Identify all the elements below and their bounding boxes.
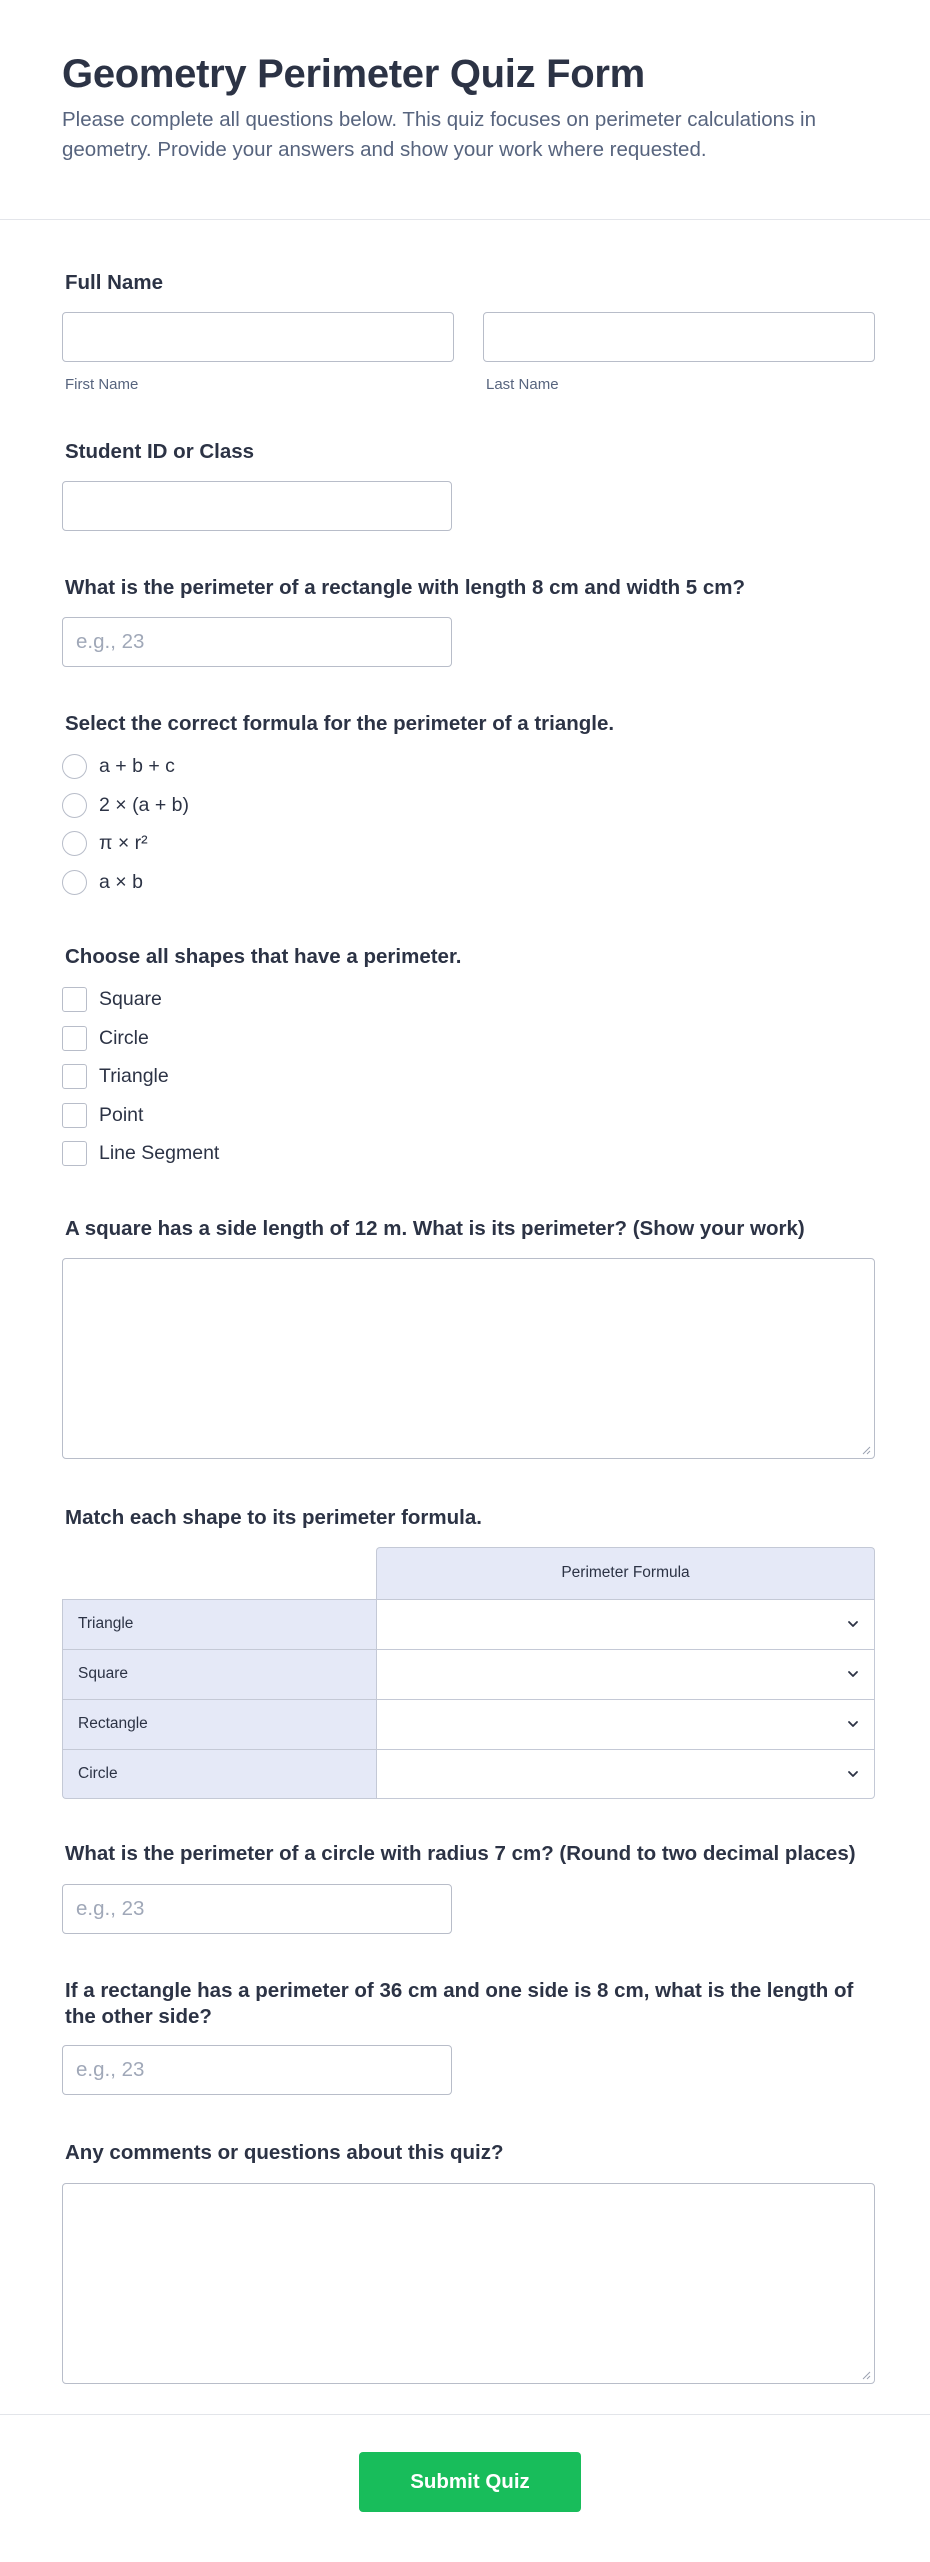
matrix-dropdown[interactable] [376,1649,875,1699]
matrix-row [62,1699,875,1749]
matrix-row [62,1649,875,1699]
submit-button[interactable]: Submit Quiz [359,2452,581,2512]
matrix-row-label: Triangle [78,1615,134,1632]
other-side-input[interactable] [62,2045,452,2095]
student-id-input[interactable] [62,481,452,531]
circle-perimeter-input[interactable] [62,1884,452,1934]
student-id-label: Student ID or Class [65,440,255,463]
checkbox-option-label: Square [99,988,162,1010]
circle-perimeter-placeholder: e.g., 23 [76,1897,145,1920]
matrix-row [62,1599,875,1649]
checkbox-option-label: Triangle [99,1065,169,1087]
triangle-formula-label: Select the correct formula for the perimeter of a triangle. [65,712,615,735]
comments-label: Any comments or questions about this quiz? [65,2141,504,2164]
radio-button[interactable] [62,870,87,895]
square-question-label: A square has a side length of 12 m. What is its perimeter? (Show your work) [65,1217,805,1240]
checkbox-option-label: Point [99,1104,144,1126]
resize-grip-icon[interactable] [861,1445,871,1455]
match-question-label: Match each shape to its perimeter formula. [65,1506,482,1529]
checkbox[interactable] [62,1141,87,1166]
first-name-sublabel: First Name [65,376,139,393]
shapes-question-label: Choose all shapes that have a perimeter. [65,945,462,968]
radio-option-label: π × r² [99,832,148,854]
rectangle-perimeter-input[interactable] [62,617,452,667]
radio-button[interactable] [62,754,87,779]
chevron-down-icon [846,1717,860,1731]
circle-question-label: What is the perimeter of a circle with radius 7 cm? (Round to two decimal places) [65,1842,856,1865]
resize-grip-icon[interactable] [861,2370,871,2380]
checkbox[interactable] [62,1064,87,1089]
full-name-label: Full Name [65,271,163,294]
checkbox[interactable] [62,987,87,1012]
radio-option-label: 2 × (a + b) [99,794,189,816]
first-name-input[interactable] [62,312,454,362]
matrix-row-label: Circle [78,1765,118,1782]
other-side-placeholder: e.g., 23 [76,2058,145,2081]
matrix-row-label: Square [78,1665,128,1682]
radio-option-label: a + b + c [99,755,175,777]
matrix-row-label-cell [62,1699,376,1749]
rectangle-perimeter-placeholder: e.g., 23 [76,630,145,653]
comments-textarea[interactable] [62,2183,875,2384]
other-side-question-label: If a rectangle has a perimeter of 36 cm and one side is 8 cm, what is the length of the other side? [65,1979,854,2028]
last-name-input[interactable] [483,312,875,362]
checkbox-option-label: Line Segment [99,1142,220,1164]
matrix-dropdown[interactable] [376,1749,875,1799]
chevron-down-icon [846,1667,860,1681]
form-header [0,0,930,220]
matrix-row-label-cell [62,1649,376,1699]
matrix-column-header [376,1547,875,1599]
checkbox[interactable] [62,1026,87,1051]
radio-button[interactable] [62,793,87,818]
matrix-row-label-cell [62,1599,376,1649]
chevron-down-icon [846,1617,860,1631]
chevron-down-icon [846,1767,860,1781]
matrix-column-header-label: Perimeter Formula [561,1564,690,1581]
square-work-textarea[interactable] [62,1258,875,1459]
checkbox-option-label: Circle [99,1027,149,1049]
checkbox[interactable] [62,1103,87,1128]
matrix-row [62,1749,875,1799]
form-description: Please complete all questions below. This quiz focuses on perimeter calculations in geometry. Provide your answers and show your work where requested. [62,108,816,161]
matrix-dropdown[interactable] [376,1699,875,1749]
form-title: Geometry Perimeter Quiz Form [62,52,645,96]
matrix-row-label-cell [62,1749,376,1799]
matrix-row-label: Rectangle [78,1715,148,1732]
rectangle-question-label: What is the perimeter of a rectangle with length 8 cm and width 5 cm? [65,576,746,599]
radio-option-label: a × b [99,871,143,893]
last-name-sublabel: Last Name [486,376,559,393]
radio-button[interactable] [62,831,87,856]
matrix-dropdown[interactable] [376,1599,875,1649]
